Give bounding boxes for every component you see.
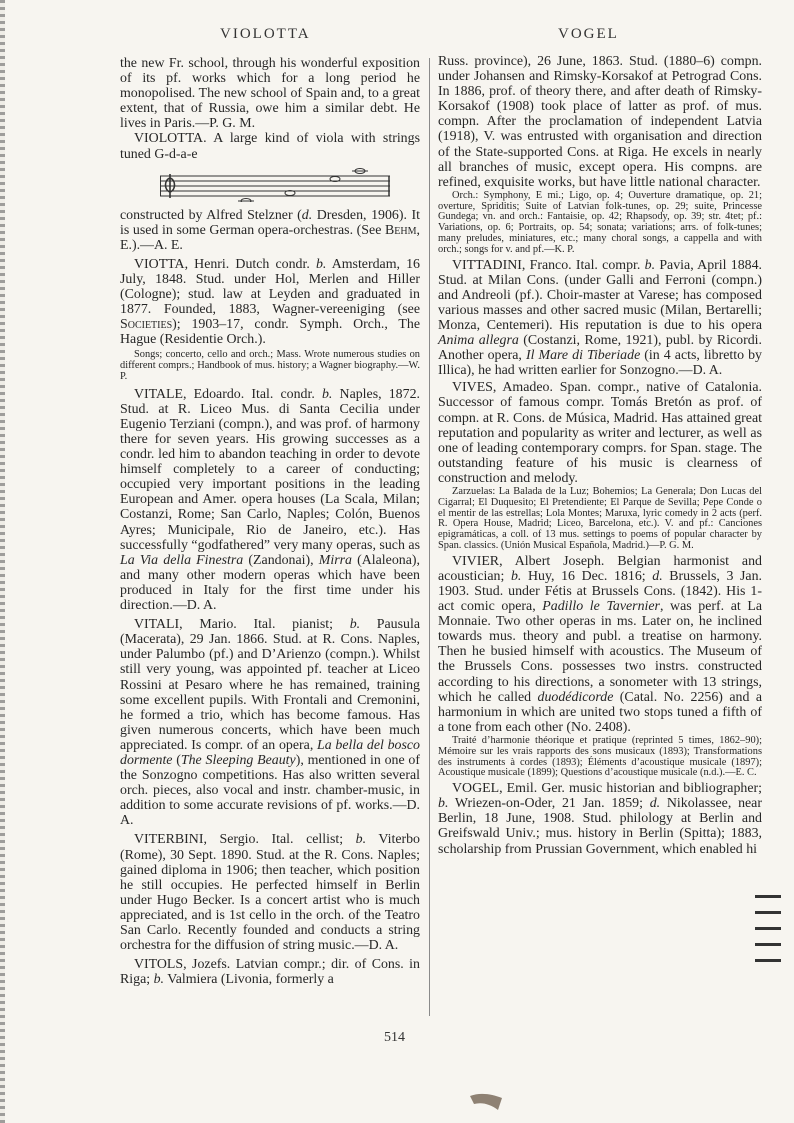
entry-text: Span. compr., native of Catalonia. Successor of famous compr. Tomás Bretón as prof. of compn. at R. Cons. de Música, Madrid. Has attained great reputation and popularity as writer and lecturer, as well as one of leading contemporary comprs. for Span. stage. The outstanding feature of his music is clearness of construction and melody.	[438, 380, 762, 486]
entry-text: Wriezen-on-Oder, 21 Jan. 1859;	[448, 796, 650, 812]
opera-title: Mirra	[318, 552, 352, 568]
scan-edge-marks	[755, 895, 781, 985]
entry-text: Naples, 1872. Stud. at R. Liceo Mus. di Santa Cecilia under Eugenio Terziani (compn.), and was prof. of harmony there for seven years. His growing successes as a condr. led him to abandon teaching in order to devote himself completely to a career of conducting; occupied very important positions in the leading European and Amer. opera houses (La Scala, Milan; Costanzi, Rome; San Carlo, Naples; Colón, Buenos Ayres; Municipale, Rio de Janeiro, etc.). Has successfully “godfathered” very many operas, such as	[120, 386, 420, 553]
entry-text: (Alaleona), and many other modern operas which have been produced in Italy for the first time under his direction.—D. A.	[120, 552, 420, 614]
instrument-name: duodédicorde	[537, 689, 614, 705]
opera-title: The Sleeping Beauty	[180, 752, 296, 768]
entry-headword: VITOLS, Jozefs.	[134, 957, 231, 973]
entry-headword: VITALE, Edoardo.	[134, 386, 245, 402]
entry-text: Latvian compr.; dir. of Cons. in Riga;	[120, 957, 420, 988]
entry-text: Huy, 16 Dec. 1816;	[521, 568, 653, 584]
running-head-right: VOGEL	[558, 26, 619, 42]
entry-text: , E.).—A. E.	[120, 222, 420, 253]
entry-text: A large kind of viola with strings tuned G-d-a-e	[120, 131, 420, 162]
entry-text: Ital. pianist;	[253, 617, 350, 633]
opera-title: Il Mare di Tiberiade	[525, 348, 641, 364]
entry-text: Pavia, April 1884. Stud. at Milan Cons. (under Galli and Ferroni (compn.) and Andreoli (pf.). Choir-master at Varese; has composed various masses and other sacred music (Milan, Bertarelli; Monza, Centemeri). His reputation is due to his opera	[438, 257, 762, 333]
works-list: Orch.: Symphony, E mi.; Ligo, op. 4; Ouverture dramatique, op. 21; overture, Spriditis; Suite of Latvian folk-tunes, op. 29; suite, Princesse Gundega; vn. and orch.: Fantaisie, op. 42; Rhapsody, op. 39; str. 4tet; pf.: Variations, op. 6; Portraits, op. 54; sonata; variations; arrs. of folk-tunes; many preludes, miniatures, etc.; many choral songs, a cappella and with orch.; songs for v. and pf.—K. P.	[438, 189, 762, 255]
entry-vogel	[438, 781, 762, 856]
running-head-left: VIOLOTTA	[220, 26, 311, 42]
scan-thumb-shadow	[468, 1090, 508, 1114]
entry-text: Brussels, 3 Jan. 1903. Stud. under Fétis at Brussels Cons. (1842). His 1-act comic opera,	[438, 568, 762, 615]
music-staff-illustration	[160, 168, 420, 202]
entry-headword: VOGEL, Emil.	[452, 781, 538, 797]
right-column	[438, 54, 762, 857]
entry-text: Valmiera (Livonia, formerly a	[164, 972, 334, 988]
entry-viterbini	[120, 832, 420, 953]
continued-entry-text: the new Fr. school, through his wonderful exposition of its pf. works which for a long period he monopolised. The new school of Spain and, to a great extent, that of Russia, owe him a similar debt. He lives in Paris.—P. G. M.	[120, 56, 420, 132]
entry-text: Ger. music historian and bibliographer;	[541, 781, 762, 797]
entry-vitols	[120, 957, 420, 987]
entry-text: b.	[510, 568, 522, 584]
entry-text: , was perf. at La Monnaie. Two other operas in ms. Later on, he inclined towards mus. theory and publ. a treatise on harmony. Then he busied himself with acoustics. The Museum of the Brussels Cons. possesses two instrs. constructed according to his directions, a sonometer with 13 strings, which he called	[438, 599, 762, 705]
entry-text: Amsterdam, 16 July, 1848. Stud. under Hol, Merlen and Hiller (Cologne); stud. law at Leyden and graduated in 1877. Founded, 1883, Wagner-vereeniging (see	[120, 256, 420, 318]
entry-text: d.	[652, 568, 663, 584]
entry-vives	[438, 380, 762, 486]
entry-text: (Zandonai),	[243, 552, 319, 568]
entry-headword: VIOTTA, Henri.	[134, 256, 230, 272]
entry-text: b.	[321, 386, 333, 402]
entry-violotta	[120, 131, 420, 161]
entry-text: b.	[355, 832, 367, 848]
entry-vitale	[120, 387, 420, 613]
entry-vitali	[120, 617, 420, 828]
works-list: Songs; concerto, cello and orch.; Mass. Wrote numerous studies on different comprs.; Handbook of mus. history; a Wagner biography.—W. P.	[120, 348, 420, 383]
entry-text: (in 4 acts, libretto by Illica), he had written earlier for Sonzogno.—D. A.	[438, 348, 762, 379]
entry-text: Ital. cellist;	[271, 832, 356, 848]
works-list: Zarzuelas: La Balada de la Luz; Bohemios; La Generala; Don Lucas del Cigarral; El Duquesito; El Pretendiente; El Parque de Sevilla; Pepe Conde o el mentir de las estrellas; Lola Montes; Maruxa, lyric comedy in 2 acts (perf. R. Opera House, Madrid; Liceo, Barcelona, etc.). V. and pf.: Canciones epigramáticas, a coll. of 13 mus. settings to poems of popular character by Span. classics. (Unión Musical Española, Madrid.)—P. G. M.	[438, 486, 762, 552]
opera-title: Anima allegra	[438, 333, 519, 349]
entry-headword: VIVIER, Albert Joseph.	[452, 553, 605, 569]
opera-title: La bella del bosco dormente	[120, 737, 420, 768]
continued-entry-text: Russ. province), 26 June, 1863. Stud. (1880–6) compn. under Johansen and Rimsky-Korsakof at Petrograd Cons. In 1886, prof. of theory there, and after death of Rimsky-Korsakof (1908) took place of latter as prof. of mus. compn. After the proclamation of independent Latvia (1918), V. was entrusted with organisation and direction of the State-supported Cons. at Riga. He excels in nearly all branches of music, except opera. His compns. are refined, exquisite works, but have little national character.	[438, 54, 762, 190]
cross-reference: Societies	[120, 317, 173, 333]
entry-vivier	[438, 554, 762, 735]
entry-headword: VITERBINI, Sergio.	[134, 832, 259, 848]
entry-text: d.	[301, 207, 313, 223]
entry-text: Belgian harmonist and acoustician;	[438, 553, 762, 584]
entry-headword: VIVES, Amadeo.	[452, 380, 553, 396]
left-column	[120, 56, 420, 987]
entry-headword: VIOLOTTA.	[134, 131, 207, 147]
entry-headword: VITALI, Mario.	[134, 617, 237, 633]
entry-text: b.	[153, 972, 164, 988]
entry-text: b.	[438, 796, 449, 812]
entry-text: Dresden, 1906). It is used in some German opera-orchestras. (See	[120, 207, 420, 238]
entry-text: Nikolassee, near Berlin, 18 June, 1908. Stud. philology at Berlin and Greifswald Univ.; mus. history in Berlin (Spitta); 1883, scholarship from Prussian Government, which enabled hi	[438, 796, 762, 857]
entry-text: Ital. compr.	[575, 257, 645, 273]
column-divider	[429, 58, 430, 1016]
entry-text: (Costanzi, Rome, 1921), publ. by Ricordi. Another opera,	[438, 333, 762, 364]
entry-text: constructed by Alfred Stelzner (	[120, 207, 302, 223]
entry-text: b.	[315, 256, 327, 272]
entry-vittadini	[438, 258, 762, 379]
entry-text: Ital. condr.	[251, 386, 322, 402]
entry-text: Dutch condr.	[235, 256, 316, 272]
entry-text: b.	[644, 257, 656, 273]
opera-title: Padillo le Tavernier	[542, 599, 660, 615]
entry-text: d.	[649, 796, 661, 812]
entry-text-continued	[120, 208, 420, 253]
entry-text: (Catal. No. 2256) and a harmonium in which are united two stops tuned a fifth of a tone from each other (No. 2408).	[438, 689, 762, 735]
entry-viotta	[120, 257, 420, 348]
entry-text: Pausula (Macerata), 29 Jan. 1866. Stud. at R. Cons. Naples, under Palumbo (pf.) and D’Arienzo (compn.). Whilst still very young, was appointed pf. teacher at Liceo Rossini at Pesaro where he has remained, training some excellent pupils. With Frontali and Cremonini, he formed a trio, which has become famous. Has given numerous concerts, which have been much appreciated. Is compr. of an opera,	[120, 617, 420, 753]
entry-text: ); 1903–17, condr. Symph. Orch., The Hague (Residentie Orch.).	[120, 317, 420, 348]
works-list: Traité d’harmonie théorique et pratique (reprinted 5 times, 1862–90); Mémoire sur les vrais rapports des sons musicaux (1893); Transformations des instruments à cordes (1893); Éléments d’acoustique musicale (1897); Acoustique musicale (1899); Questions d’acoustique musicale (n.d.).—E. C.	[438, 734, 762, 779]
page-number: 514	[384, 1030, 405, 1045]
opera-title: La Via della Finestra	[120, 552, 244, 568]
cross-reference: Behm	[385, 222, 417, 238]
entry-text: (	[172, 752, 181, 768]
binding-edge	[0, 0, 5, 1123]
entry-text: Viterbo (Rome), 30 Sept. 1890. Stud. at the R. Cons. Naples; gained diploma in 1906; then teacher, which position he still occupies. He perfected himself in Berlin under Hugo Becker. Is a concert artist who is much appreciated, and is 1st cello in the orch. of the Teatro San Carlo. Recently founded and conducts a string orchestra for the diffusion of string music.—D. A.	[120, 832, 420, 954]
entry-text: ), mentioned in one of the Sonzogno competitions. Has also written several orch. pieces, also vocal and instr. chamber-music, in addition to some accurate revisions of pf. works.—D. A.	[120, 752, 420, 829]
entry-text: b.	[349, 617, 361, 633]
entry-headword: VITTADINI, Franco.	[452, 257, 572, 273]
